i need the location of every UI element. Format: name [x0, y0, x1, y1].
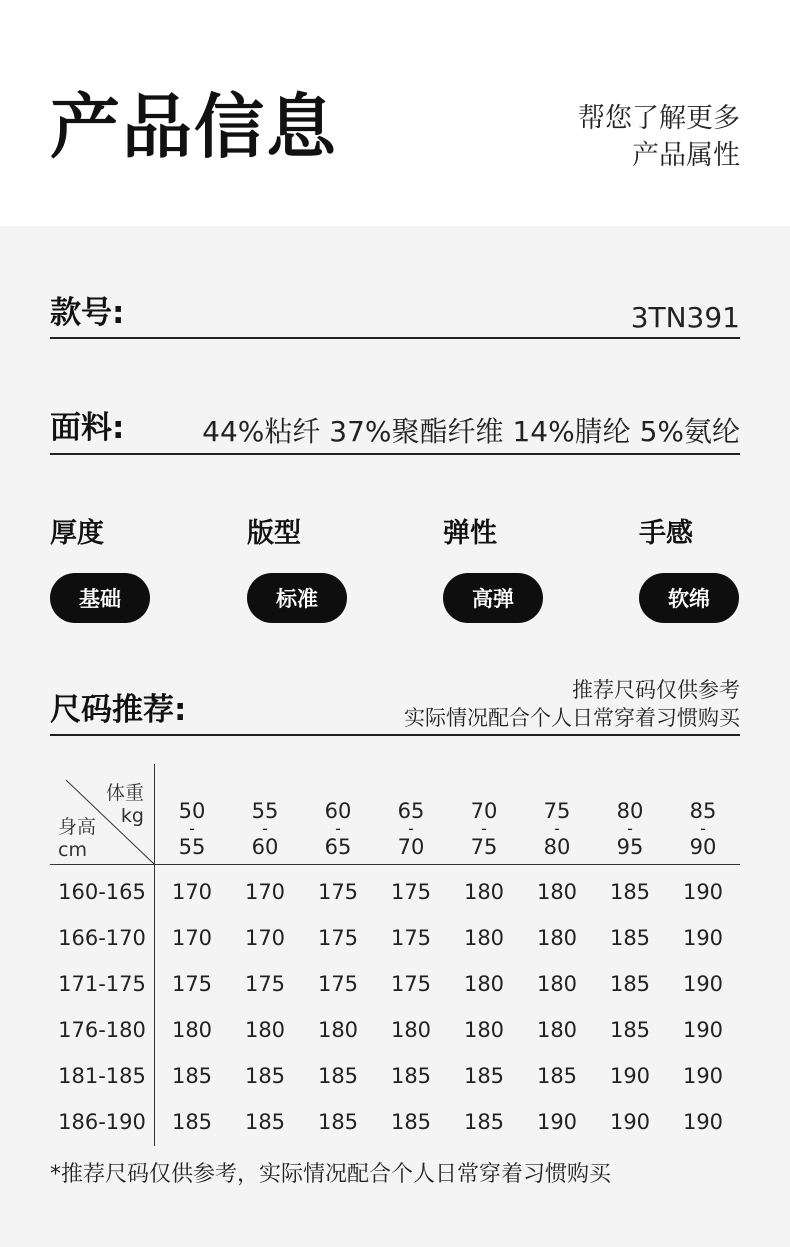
size-cell: 185 [609, 972, 651, 996]
size-cell: 185 [171, 1064, 213, 1088]
height-row-header: 181-185 [58, 1064, 146, 1088]
size-cell: 185 [317, 1064, 359, 1088]
attribute-label: 手感 [639, 518, 693, 549]
size-cell: 190 [609, 1064, 651, 1088]
size-cell: 190 [682, 880, 724, 904]
size-cell: 185 [609, 926, 651, 950]
height-row-header: 166-170 [58, 926, 146, 950]
size-cell: 170 [244, 926, 286, 950]
weight-column-header [162, 799, 222, 859]
weight-high: 90 [689, 835, 717, 859]
subtitle-line-1: 帮您了解更多 [578, 103, 740, 134]
weight-high: 95 [616, 835, 644, 859]
weight-column-header [600, 799, 660, 859]
corner-height [58, 816, 96, 862]
weight-column-header [235, 799, 295, 859]
fabric-value: 44%粘纤 37%聚酯纤维 14%腈纶 5%氨纶 [202, 415, 740, 448]
size-cell: 180 [244, 1018, 286, 1042]
height-row-header: 176-180 [58, 1018, 146, 1042]
weight-low: 55 [251, 799, 279, 823]
attribute-badge: 软绵 [639, 573, 739, 623]
size-cell: 190 [536, 1110, 578, 1134]
size-cell: 180 [536, 1018, 578, 1042]
size-cell: 175 [390, 972, 432, 996]
size-cell: 180 [536, 926, 578, 950]
size-rec-note [404, 676, 740, 732]
weight-column-header [454, 799, 514, 859]
weight-low: 70 [470, 799, 498, 823]
style-no-value: 3TN391 [630, 301, 740, 334]
size-cell: 185 [463, 1110, 505, 1134]
weight-column-header [381, 799, 441, 859]
weight-column-header [308, 799, 368, 859]
weight-low: 60 [324, 799, 352, 823]
corner-height-unit: cm [58, 839, 87, 861]
weight-low: 80 [616, 799, 644, 823]
size-cell: 190 [682, 1018, 724, 1042]
size-cell: 190 [609, 1110, 651, 1134]
weight-dash: - [335, 819, 341, 838]
page-title: 产品信息 [50, 86, 338, 168]
size-cell: 175 [171, 972, 213, 996]
attribute-thickness [50, 514, 160, 623]
style-no-divider [50, 337, 740, 339]
size-cell: 190 [682, 1064, 724, 1088]
weight-dash: - [408, 819, 414, 838]
weight-high: 70 [397, 835, 425, 859]
size-cell: 185 [317, 1110, 359, 1134]
size-rec-label: 尺码推荐: [50, 692, 187, 728]
weight-low: 65 [397, 799, 425, 823]
size-cell: 175 [317, 880, 359, 904]
weight-high: 55 [178, 835, 206, 859]
weight-dash: - [189, 819, 195, 838]
weight-high: 65 [324, 835, 352, 859]
size-cell: 185 [390, 1110, 432, 1134]
size-cell: 175 [317, 972, 359, 996]
attribute-label: 版型 [247, 518, 301, 549]
size-cell: 185 [609, 880, 651, 904]
page-subtitle [578, 100, 740, 174]
size-cell: 170 [171, 880, 213, 904]
size-cell: 190 [682, 972, 724, 996]
size-rec-note-line-2: 实际情况配合个人日常穿着习惯购买 [404, 706, 740, 730]
header [0, 0, 790, 226]
size-cell: 180 [463, 880, 505, 904]
corner-weight [106, 782, 144, 828]
size-cell: 180 [463, 926, 505, 950]
size-cell: 185 [609, 1018, 651, 1042]
weight-low: 85 [689, 799, 717, 823]
size-cell: 185 [463, 1064, 505, 1088]
size-cell: 175 [244, 972, 286, 996]
size-rec-note-line-1: 推荐尺码仅供参考 [572, 678, 740, 702]
weight-column-header [527, 799, 587, 859]
weight-dash: - [700, 819, 706, 838]
size-cell: 185 [171, 1110, 213, 1134]
height-row-header: 186-190 [58, 1110, 146, 1134]
table-vertical-rule [154, 764, 155, 1146]
height-row-header: 160-165 [58, 880, 146, 904]
table-horizontal-rule [50, 864, 740, 865]
size-rec-divider [50, 734, 740, 736]
size-cell: 180 [536, 880, 578, 904]
size-cell: 185 [244, 1110, 286, 1134]
fabric-label: 面料: [50, 410, 125, 446]
style-no-label: 款号: [50, 295, 125, 331]
attribute-badge: 高弹 [443, 573, 543, 623]
size-cell: 170 [171, 926, 213, 950]
size-cell: 170 [244, 880, 286, 904]
height-row-header: 171-175 [58, 972, 146, 996]
attribute-badge: 标准 [247, 573, 347, 623]
attribute-badge: 基础 [50, 573, 150, 623]
attribute-label: 弹性 [443, 518, 497, 549]
size-cell: 180 [463, 972, 505, 996]
subtitle-line-2: 产品属性 [632, 140, 740, 171]
size-cell: 185 [244, 1064, 286, 1088]
weight-high: 75 [470, 835, 498, 859]
weight-column-header [673, 799, 733, 859]
corner-height-label: 身高 [58, 816, 97, 838]
size-cell: 185 [390, 1064, 432, 1088]
size-table [50, 764, 740, 1146]
size-cell: 180 [317, 1018, 359, 1042]
attribute-elasticity [443, 514, 553, 623]
attribute-label: 厚度 [50, 518, 104, 549]
size-cell: 175 [390, 926, 432, 950]
size-cell: 175 [390, 880, 432, 904]
attribute-feel [639, 514, 749, 623]
size-cell: 185 [536, 1064, 578, 1088]
weight-high: 60 [251, 835, 279, 859]
table-corner [50, 764, 154, 864]
weight-dash: - [554, 819, 560, 838]
size-cell: 180 [171, 1018, 213, 1042]
corner-weight-label: 体重 [105, 782, 144, 804]
size-cell: 180 [390, 1018, 432, 1042]
size-cell: 190 [682, 926, 724, 950]
footnote: *推荐尺码仅供参考，实际情况配合个人日常穿着习惯购买 [50, 1162, 612, 1187]
corner-weight-unit: kg [120, 805, 144, 827]
attribute-fit [247, 514, 357, 623]
weight-low: 50 [178, 799, 206, 823]
size-cell: 180 [463, 1018, 505, 1042]
size-cell: 190 [682, 1110, 724, 1134]
weight-low: 75 [543, 799, 571, 823]
weight-dash: - [627, 819, 633, 838]
fabric-divider [50, 453, 740, 455]
weight-dash: - [481, 819, 487, 838]
size-cell: 175 [317, 926, 359, 950]
weight-dash: - [262, 819, 268, 838]
size-cell: 180 [536, 972, 578, 996]
weight-high: 80 [543, 835, 571, 859]
